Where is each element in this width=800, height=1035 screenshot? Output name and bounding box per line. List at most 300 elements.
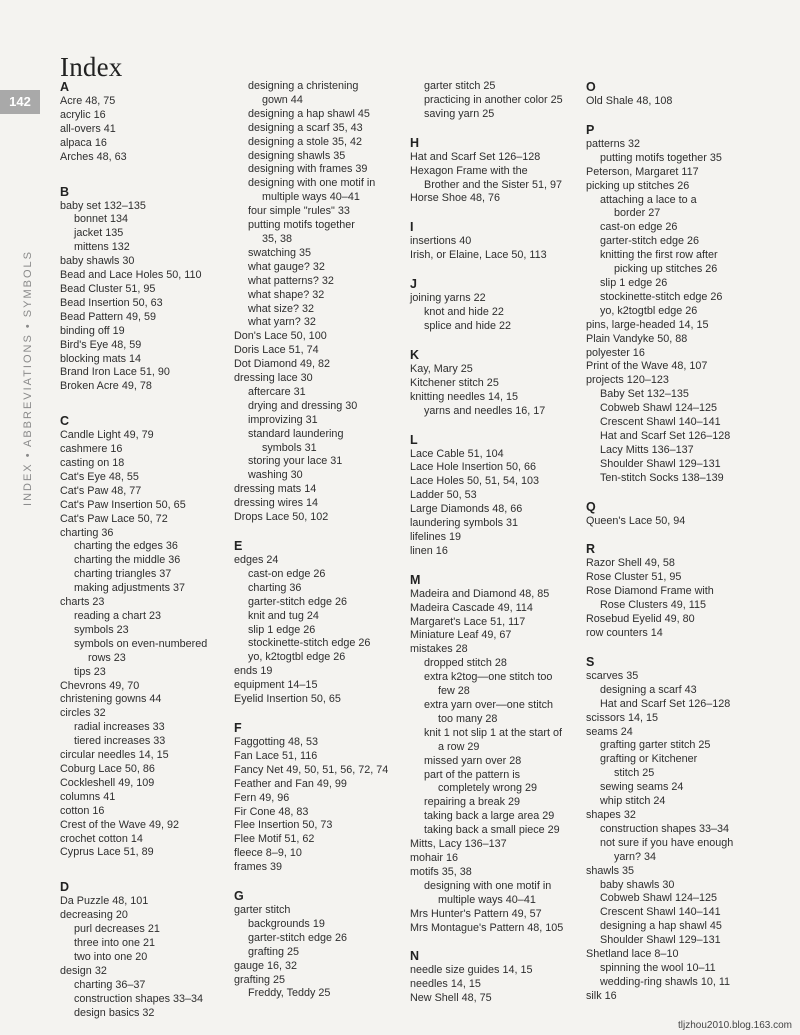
- index-entry: [60, 283, 230, 297]
- entry-text: knit 1 not slip 1 at the start of: [424, 726, 563, 739]
- index-subentry: [234, 455, 404, 469]
- entry-text: Lacy Mitts 136–137: [600, 443, 694, 456]
- section-letter-heading: K: [410, 347, 420, 362]
- entry-text: Bead and Lace Holes 50, 110: [60, 269, 202, 282]
- index-section-n: [410, 949, 580, 1006]
- index-entry: [410, 292, 580, 306]
- index-subentry: [586, 472, 756, 486]
- index-entry: [60, 443, 230, 457]
- entry-text: motifs 35, 38: [410, 865, 472, 878]
- entry-text: charting 36: [60, 526, 114, 539]
- index-subentry: [234, 624, 404, 638]
- index-subentry: [410, 727, 580, 755]
- index-entry: [234, 372, 404, 386]
- entry-continuation: completely wrong 29: [438, 782, 538, 795]
- entry-text: aftercare 31: [248, 385, 306, 398]
- entry-text: taking back a small piece 29: [424, 824, 560, 837]
- entry-text: Cat's Paw Insertion 50, 65: [60, 498, 186, 511]
- entry-text: dressing mats 14: [234, 483, 317, 496]
- entry-text: Candle Light 49, 79: [60, 429, 154, 442]
- section-letter-heading: R: [586, 542, 596, 557]
- entry-text: Bead Insertion 50, 63: [60, 296, 163, 309]
- index-entry: [586, 726, 756, 740]
- entry-text: knitting needles 14, 15: [410, 390, 519, 403]
- entry-text: slip 1 edge 26: [600, 276, 668, 289]
- entry-text: Arches 48, 63: [60, 150, 127, 163]
- index-section-b: [60, 185, 230, 395]
- index-section-l: [410, 433, 580, 559]
- index-subentry: [234, 637, 404, 651]
- entry-text: Plain Vandyke 50, 88: [586, 332, 688, 345]
- index-section-s: [586, 655, 756, 1004]
- index-subentry: [586, 444, 756, 458]
- entry-text: shapes 32: [586, 808, 636, 821]
- index-entry: [60, 499, 230, 513]
- entry-text: Kay, Mary 25: [410, 362, 473, 375]
- index-entry: [586, 571, 756, 585]
- index-entry: [410, 475, 580, 489]
- entry-text: Flee Motif 51, 62: [234, 833, 315, 846]
- index-section-p: [586, 123, 756, 486]
- index-entry: [60, 297, 230, 311]
- entry-text: seams 24: [586, 725, 633, 738]
- index-subentry: [234, 316, 404, 330]
- entry-text: columns 41: [60, 790, 116, 803]
- section-letter-heading: G: [234, 889, 244, 904]
- entry-text: casting on 18: [60, 457, 125, 470]
- entry-text: bonnet 134: [74, 213, 129, 226]
- index-entry: [234, 778, 404, 792]
- index-entry: [586, 515, 756, 529]
- index-subentry: [586, 416, 756, 430]
- index-entry: [234, 750, 404, 764]
- index-entry: [586, 865, 756, 879]
- entry-text: Ladder 50, 53: [410, 489, 477, 502]
- entry-text: baby shawls 30: [600, 878, 675, 891]
- index-entry: [60, 763, 230, 777]
- entry-text: designing with one motif in: [248, 177, 376, 190]
- entry-text: designing a scarf 35, 43: [248, 121, 363, 134]
- index-subentry: [60, 923, 230, 937]
- index-entry: [410, 602, 580, 616]
- entry-text: christening gowns 44: [60, 693, 162, 706]
- index-section-i: [410, 220, 580, 263]
- index-subentry: [60, 666, 230, 680]
- index-entry: [60, 833, 230, 847]
- entry-text: Fir Cone 48, 83: [234, 805, 309, 818]
- entry-text: Mitts, Lacy 136–137: [410, 838, 507, 851]
- entry-text: Shetland lace 8–10: [586, 948, 679, 961]
- index-entry: [60, 137, 230, 151]
- index-subentry: [234, 469, 404, 483]
- index-subentry: [410, 755, 580, 769]
- index-subentry: [60, 241, 230, 255]
- index-subentry: [586, 402, 756, 416]
- entry-text: grafting garter stitch 25: [600, 739, 711, 752]
- index-entry: [410, 363, 580, 377]
- entry-text: Crescent Shawl 140–141: [600, 416, 721, 429]
- index-section-k: [410, 348, 580, 419]
- index-subentry: [586, 837, 756, 865]
- entry-text: Peterson, Margaret 117: [586, 165, 699, 178]
- entry-text: equipment 14–15: [234, 679, 318, 692]
- entry-continuation: border 27: [614, 207, 661, 220]
- entry-text: Don's Lace 50, 100: [234, 330, 327, 343]
- entry-text: charting the edges 36: [74, 540, 178, 553]
- entry-text: edges 24: [234, 554, 279, 566]
- entry-text: jacket 135: [74, 227, 124, 240]
- entry-text: garter-stitch edge 26: [600, 235, 700, 248]
- entry-text: Margaret's Lace 51, 117: [410, 615, 526, 628]
- index-subentry: [60, 624, 230, 638]
- index-subentry: [234, 400, 404, 414]
- index-entry: [60, 485, 230, 499]
- entry-text: crochet cotton 14: [60, 832, 143, 845]
- entry-text: dressing lace 30: [234, 372, 313, 385]
- entry-text: Mrs Hunter's Pattern 49, 57: [410, 907, 542, 920]
- entry-text: practicing in another color 25: [424, 93, 563, 106]
- entry-text: Cyprus Lace 51, 89: [60, 846, 154, 859]
- entry-text: what patterns? 32: [248, 274, 334, 287]
- entry-text: Bead Pattern 49, 59: [60, 310, 157, 323]
- entry-continuation: 35, 38: [262, 232, 293, 245]
- entry-text: scarves 35: [586, 669, 639, 682]
- entry-text: Mrs Montague's Pattern 48, 105: [410, 921, 564, 934]
- index-subentry: [410, 671, 580, 699]
- entry-text: Flee Insertion 50, 73: [234, 819, 333, 832]
- entry-text: charting triangles 37: [74, 568, 172, 581]
- entry-text: gauge 16, 32: [234, 959, 298, 972]
- entry-text: Da Puzzle 48, 101: [60, 895, 149, 908]
- index-entry: [586, 627, 756, 641]
- section-letter-heading: C: [60, 414, 70, 429]
- entry-text: patterns 32: [586, 137, 641, 150]
- index-entry: [410, 448, 580, 462]
- entry-text: designing shawls 35: [248, 149, 346, 162]
- entry-text: baby shawls 30: [60, 255, 135, 268]
- entry-text: designing a hap shawl 45: [600, 920, 722, 933]
- index-entry: [586, 333, 756, 347]
- entry-continuation: yarn? 34: [614, 850, 657, 863]
- entry-text: Print of the Wave 48, 107: [586, 360, 708, 373]
- index-subentry: [586, 781, 756, 795]
- entry-text: Fan Lace 51, 116: [234, 749, 318, 762]
- index-entry: [234, 511, 404, 525]
- entry-text: Irish, or Elaine, Lace 50, 113: [410, 249, 547, 262]
- index-entry: [60, 749, 230, 763]
- index-entry: [60, 707, 230, 721]
- index-subentry: [410, 880, 580, 908]
- entry-text: attaching a lace to a: [600, 193, 697, 206]
- index-subentry: [410, 320, 580, 334]
- entry-text: splice and hide 22: [424, 319, 512, 332]
- index-subentry: [586, 698, 756, 712]
- entry-text: shawls 35: [586, 864, 635, 877]
- entry-text: Razor Shell 49, 58: [586, 557, 675, 570]
- index-subentry: [234, 303, 404, 317]
- entry-text: Shoulder Shawl 129–131: [600, 457, 721, 470]
- entry-text: charting 36–37: [74, 978, 146, 991]
- index-subentry: [586, 906, 756, 920]
- index-entry: [60, 846, 230, 860]
- index-entry: [586, 95, 756, 109]
- entry-continuation: rows 23: [88, 651, 126, 664]
- entry-text: dressing wires 14: [234, 497, 319, 510]
- entry-continuation: symbols 31: [262, 441, 317, 454]
- entry-continuation: multiple ways 40–41: [262, 191, 360, 204]
- index-subentry: [586, 962, 756, 976]
- entry-text: designing a christening: [248, 80, 359, 92]
- index-subentry: [234, 205, 404, 219]
- entry-text: all-overs 41: [60, 122, 116, 135]
- index-entry: [234, 764, 404, 778]
- entry-text: cast-on edge 26: [600, 221, 678, 234]
- index-subentry: [586, 388, 756, 402]
- index-entry: [60, 693, 230, 707]
- index-entry: [410, 249, 580, 263]
- entry-text: lifelines 19: [410, 530, 462, 543]
- entry-continuation: Rose Clusters 49, 115: [600, 599, 707, 612]
- index-section-o: [586, 80, 756, 109]
- index-column-2: [234, 80, 404, 1001]
- entry-text: yo, k2togtbl edge 26: [248, 651, 346, 664]
- entry-text: needles 14, 15: [410, 978, 481, 991]
- entry-text: garter-stitch edge 26: [248, 931, 348, 944]
- index-section-g: [234, 889, 404, 1001]
- index-subentry: [234, 918, 404, 932]
- index-entry: [234, 960, 404, 974]
- index-subentry: [234, 946, 404, 960]
- entry-text: backgrounds 19: [248, 917, 325, 930]
- entry-text: yarns and needles 16, 17: [424, 404, 546, 417]
- entry-text: yo, k2togtbl edge 26: [600, 304, 698, 317]
- index-subentry: [586, 291, 756, 305]
- entry-text: Freddy, Teddy 25: [248, 987, 331, 1000]
- index-subentry: [234, 80, 404, 108]
- index-entry: [234, 344, 404, 358]
- index-subentry: [234, 150, 404, 164]
- index-subentry: [234, 136, 404, 150]
- index-entry: [234, 819, 404, 833]
- index-subentry: [410, 824, 580, 838]
- index-entry: [60, 95, 230, 109]
- index-section-j: [410, 277, 580, 334]
- entry-text: Horse Shoe 48, 76: [410, 192, 501, 205]
- index-subentry: [234, 987, 404, 1001]
- entry-text: Rose Cluster 51, 95: [586, 571, 682, 584]
- index-subentry: [586, 976, 756, 990]
- entry-text: Baby Set 132–135: [600, 388, 689, 401]
- entry-text: Ten-stitch Socks 138–139: [600, 471, 724, 484]
- section-letter-heading: A: [60, 80, 70, 94]
- entry-text: circles 32: [60, 707, 106, 720]
- entry-text: joining yarns 22: [410, 292, 486, 305]
- entry-text: row counters 14: [586, 627, 663, 639]
- index-entry: [60, 429, 230, 443]
- entry-text: saving yarn 25: [424, 107, 495, 120]
- section-letter-heading: L: [410, 432, 418, 447]
- index-entry: [586, 809, 756, 823]
- entry-text: what size? 32: [248, 302, 315, 315]
- entry-text: knit and tug 24: [248, 609, 319, 622]
- entry-text: acrylic 16: [60, 108, 106, 121]
- entry-text: charting the middle 36: [74, 554, 181, 567]
- entry-text: Lace Holes 50, 51, 54, 103: [410, 475, 540, 488]
- entry-text: Broken Acre 49, 78: [60, 380, 152, 393]
- entry-text: Drops Lace 50, 102: [234, 511, 329, 524]
- index-entry: [60, 366, 230, 380]
- entry-text: Lace Cable 51, 104: [410, 447, 504, 460]
- index-entry: [410, 489, 580, 503]
- index-entry: [60, 255, 230, 269]
- index-entry: [60, 965, 230, 979]
- entry-text: alpaca 16: [60, 136, 107, 149]
- index-entry: [234, 833, 404, 847]
- entry-text: making adjustments 37: [74, 582, 186, 595]
- index-subentry: [586, 823, 756, 837]
- entry-text: tips 23: [74, 665, 106, 678]
- index-subentry: [60, 227, 230, 241]
- index-column-1: [60, 80, 230, 1020]
- index-entry: [586, 166, 756, 180]
- index-subentry: [586, 920, 756, 934]
- section-letter-heading: E: [234, 539, 243, 553]
- index-section-e: [234, 539, 404, 707]
- index-subentry: [234, 568, 404, 582]
- entry-text: stockinette-stitch edge 26: [600, 290, 723, 303]
- index-entry: [410, 192, 580, 206]
- entry-text: Hat and Scarf Set 126–128: [600, 429, 731, 442]
- entry-text: Cobweb Shawl 124–125: [600, 402, 718, 415]
- index-section-r: [586, 542, 756, 640]
- entry-text: polyester 16: [586, 346, 645, 359]
- index-entry: [410, 629, 580, 643]
- index-entry: [234, 665, 404, 679]
- index-entry: [234, 904, 404, 918]
- entry-text: Fern 49, 96: [234, 791, 290, 804]
- entry-text: charts 23: [60, 596, 105, 609]
- entry-text: sewing seams 24: [600, 781, 684, 794]
- entry-text: Madeira and Diamond 48, 85: [410, 587, 550, 600]
- index-subentry: [234, 651, 404, 665]
- index-entry: [234, 792, 404, 806]
- index-entry: [60, 680, 230, 694]
- section-letter-heading: Q: [586, 499, 596, 514]
- entry-text: frames 39: [234, 861, 283, 874]
- index-subentry: [60, 610, 230, 624]
- index-entry: [410, 992, 580, 1006]
- section-letter-heading: J: [410, 277, 417, 292]
- entry-text: designing with frames 39: [248, 163, 368, 176]
- entry-text: scissors 14, 15: [586, 711, 659, 724]
- section-letter-heading: P: [586, 122, 595, 137]
- index-subentry: [234, 414, 404, 428]
- index-section-c: [60, 414, 230, 860]
- index-entry: [410, 908, 580, 922]
- index-section-m: [410, 573, 580, 936]
- index-entry: [410, 838, 580, 852]
- entry-text: mistakes 28: [410, 643, 468, 656]
- index-entry: [586, 712, 756, 726]
- index-entry: [410, 978, 580, 992]
- entry-text: reading a chart 23: [74, 610, 162, 622]
- index-subentry: [234, 177, 404, 205]
- index-subentry: [60, 937, 230, 951]
- index-subentry: [586, 753, 756, 781]
- entry-continuation: picking up stitches 26: [614, 263, 718, 276]
- index-entry: [586, 138, 756, 152]
- entry-text: knot and hide 22: [424, 306, 504, 319]
- entry-text: purl decreases 21: [74, 923, 160, 936]
- entry-continuation: a row 29: [438, 740, 480, 753]
- index-subentry: [234, 163, 404, 177]
- entry-text: silk 16: [586, 989, 617, 1002]
- index-section-d: [60, 880, 230, 1020]
- index-entry: [586, 670, 756, 684]
- index-entry: [410, 377, 580, 391]
- entry-text: Fancy Net 49, 50, 51, 56, 72, 74: [234, 763, 389, 776]
- entry-text: spinning the wool 10–11: [600, 961, 716, 974]
- index-subentry: [586, 235, 756, 249]
- index-entry: [410, 517, 580, 531]
- index-column-4: [586, 80, 756, 1004]
- entry-text: construction shapes 33–34: [600, 822, 730, 835]
- index-entry: [60, 457, 230, 471]
- index-subentry: [234, 247, 404, 261]
- index-entry: [586, 990, 756, 1004]
- entry-text: tiered increases 33: [74, 735, 166, 748]
- entry-text: Hexagon Frame with the: [410, 164, 528, 177]
- index-subentry: [586, 892, 756, 906]
- entry-text: putting motifs together 35: [600, 151, 722, 164]
- entry-text: Acre 48, 75: [60, 95, 116, 107]
- index-entry: [586, 613, 756, 627]
- section-letter-heading: B: [60, 184, 70, 199]
- entry-text: grafting 25: [248, 945, 300, 958]
- index-entry: [234, 847, 404, 861]
- entry-text: cashmere 16: [60, 443, 123, 456]
- entry-text: pins, large-headed 14, 15: [586, 318, 709, 331]
- entry-continuation: multiple ways 40–41: [438, 893, 536, 906]
- entry-text: Cockleshell 49, 109: [60, 776, 155, 789]
- entry-text: four simple "rules" 33: [248, 205, 350, 218]
- index-entry: [60, 200, 230, 214]
- index-entry: [410, 151, 580, 165]
- entry-text: ends 19: [234, 665, 273, 678]
- entry-text: Faggotting 48, 53: [234, 735, 319, 748]
- index-entry: [234, 483, 404, 497]
- entry-text: symbols on even-numbered: [74, 637, 208, 650]
- index-subentry: [234, 610, 404, 624]
- entry-continuation: gown 44: [262, 93, 303, 106]
- index-entry: [410, 616, 580, 630]
- entry-text: stockinette-stitch edge 26: [248, 637, 371, 650]
- index-subentry: [410, 306, 580, 320]
- entry-text: decreasing 20: [60, 909, 128, 922]
- index-section-a: [60, 80, 230, 165]
- index-entry: [410, 588, 580, 602]
- page-title: Index: [60, 52, 123, 82]
- index-entry: [60, 819, 230, 833]
- entry-text: Cobweb Shawl 124–125: [600, 892, 718, 905]
- index-entry: [410, 964, 580, 978]
- entry-text: standard laundering: [248, 427, 344, 440]
- index-subentry: [410, 405, 580, 419]
- entry-text: Miniature Leaf 49, 67: [410, 629, 512, 642]
- index-subentry: [60, 582, 230, 596]
- entry-text: repairing a break 29: [424, 796, 521, 809]
- index-entry: [234, 693, 404, 707]
